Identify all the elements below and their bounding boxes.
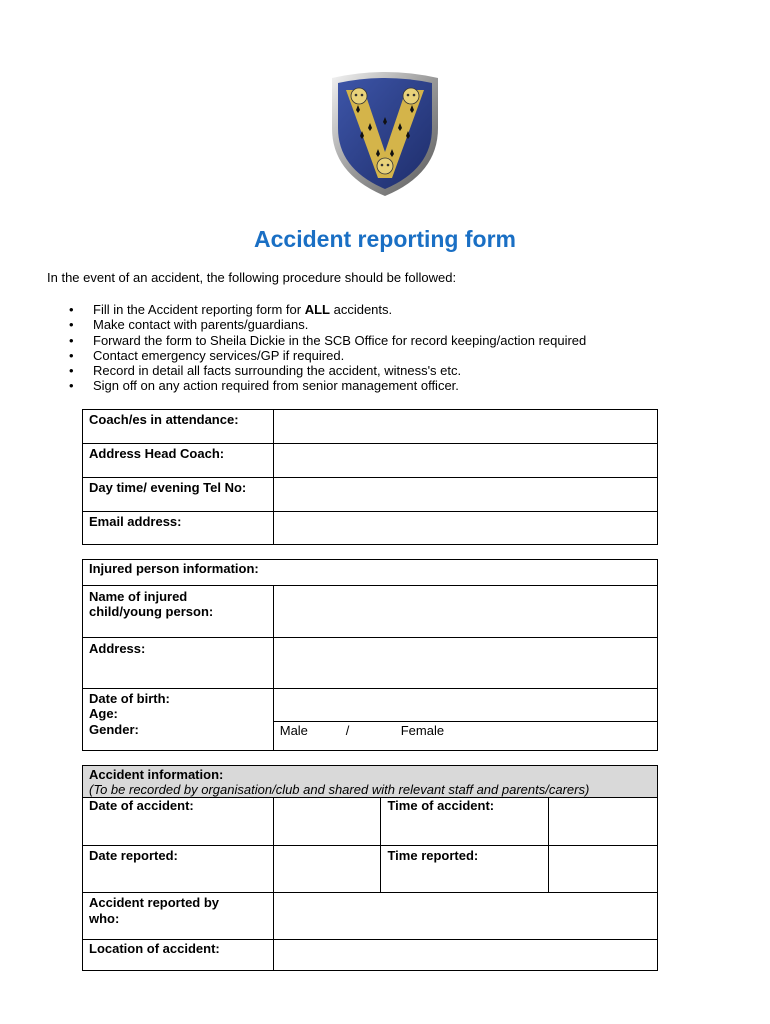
- gender-separator: /: [345, 722, 350, 738]
- date-reported-label: Date reported:: [83, 846, 274, 893]
- gender-male-option[interactable]: Male: [279, 722, 308, 738]
- injured-heading: Injured person information:: [83, 560, 658, 586]
- accident-info-table: [82, 765, 658, 971]
- injured-person-table: [82, 559, 658, 751]
- table-row: [83, 798, 658, 846]
- list-item: • Make contact with parents/guardians.: [62, 317, 586, 332]
- table-row: [83, 689, 658, 722]
- table-row: [83, 721, 658, 750]
- time-of-accident-label: Time of accident:: [381, 798, 549, 846]
- club-crest-logo: [326, 70, 444, 198]
- table-row: [83, 410, 658, 444]
- table-row: [83, 512, 658, 545]
- table-row: [83, 893, 658, 940]
- head-coach-address-label: Address Head Coach:: [83, 444, 274, 478]
- time-of-accident-field[interactable]: [549, 798, 658, 846]
- tel-label: Day time/ evening Tel No:: [83, 478, 274, 512]
- accident-heading: Accident information: (To be recorded by organisation/club and shared with relevant staff and parents/carers): [83, 766, 658, 798]
- page-title: Accident reporting form: [254, 226, 516, 252]
- time-reported-field[interactable]: [549, 846, 658, 893]
- table-row: [83, 478, 658, 512]
- table-row: [83, 638, 658, 689]
- injured-name-field[interactable]: [273, 586, 657, 638]
- accident-subheading: (To be recorded by organisation/club and shared with relevant staff and parents/carers): [89, 782, 590, 797]
- gender-options[interactable]: [273, 721, 657, 750]
- email-label: Email address:: [83, 512, 274, 545]
- location-field[interactable]: [273, 940, 657, 971]
- list-item: • Forward the form to Sheila Dickie in the SCB Office for record keeping/action required: [62, 333, 586, 348]
- intro-text: In the event of an accident, the following procedure should be followed:: [47, 270, 457, 285]
- email-field[interactable]: [273, 512, 657, 545]
- coach-field[interactable]: [273, 410, 657, 444]
- table-row: [83, 940, 658, 971]
- coach-info-table: [82, 409, 658, 545]
- time-reported-label: Time reported:: [381, 846, 549, 893]
- injured-address-label: Address:: [83, 638, 274, 689]
- gender-label: Gender:: [83, 721, 274, 750]
- head-coach-address-field[interactable]: [273, 444, 657, 478]
- reported-by-label: Accident reported by who:: [83, 893, 274, 940]
- gender-female-option[interactable]: Female: [400, 722, 445, 738]
- list-item: • Contact emergency services/GP if required.: [62, 348, 586, 363]
- table-row: [83, 766, 658, 798]
- coach-label: Coach/es in attendance:: [83, 410, 274, 444]
- dob-age-field[interactable]: [273, 689, 657, 722]
- table-row: [83, 444, 658, 478]
- injured-name-label: Name of injured child/young person:: [83, 586, 274, 638]
- list-item: • Record in detail all facts surrounding the accident, witness's etc.: [62, 363, 586, 378]
- table-row: [83, 560, 658, 586]
- reported-by-field[interactable]: [273, 893, 657, 940]
- dob-age-label: Date of birth: Age:: [83, 689, 274, 722]
- date-reported-field[interactable]: [273, 846, 381, 893]
- tel-field[interactable]: [273, 478, 657, 512]
- procedure-list: [62, 302, 586, 394]
- list-item: • Sign off on any action required from senior management officer.: [62, 378, 586, 393]
- injured-address-field[interactable]: [273, 638, 657, 689]
- list-item: • Fill in the Accident reporting form for ALL accidents.: [62, 302, 586, 317]
- date-of-accident-field[interactable]: [273, 798, 381, 846]
- table-row: [83, 846, 658, 893]
- date-of-accident-label: Date of accident:: [83, 798, 274, 846]
- location-label: Location of accident:: [83, 940, 274, 971]
- table-row: [83, 586, 658, 638]
